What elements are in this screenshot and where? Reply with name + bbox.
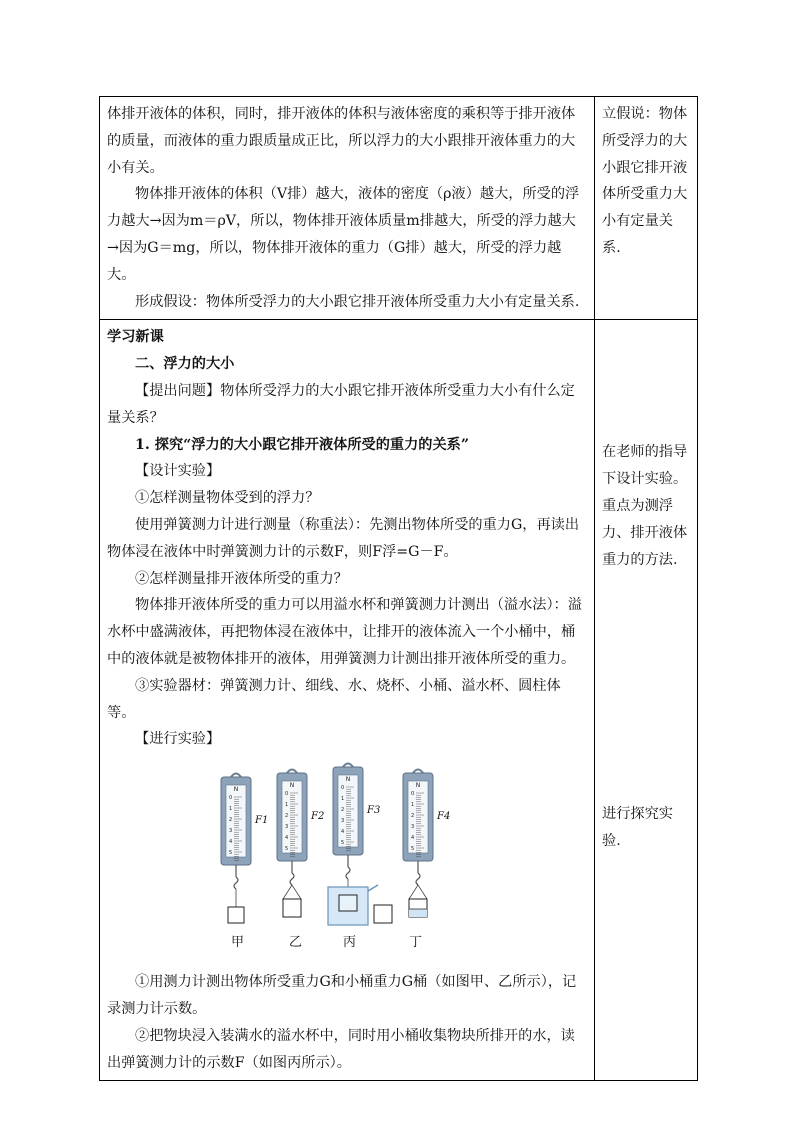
answer-1: 使用弹簧测力计进行测量（称重法）：先测出物体所受的重力G，再读出物体浸在液体中时弹簧测力计的示数F，则F浮=G－F。	[107, 516, 580, 560]
scale-tick-label: 3	[285, 824, 289, 831]
spring-scales-illustration	[213, 759, 473, 934]
hypothesis-side-note	[595, 97, 698, 320]
bucket-handle	[283, 885, 301, 899]
scale-tick-label: 2	[285, 813, 289, 820]
lesson-table	[99, 96, 698, 1081]
overflow-spout	[368, 885, 378, 891]
scale-bottom-hook	[234, 877, 238, 889]
scale-bottom-hook	[416, 873, 420, 885]
scale-bottom-hook	[290, 873, 294, 885]
new-lesson-cell	[100, 320, 595, 1081]
scale-tick-label: 1	[411, 802, 415, 809]
paragraph-continuation: 体排开液体的体积，同时，排开液体的体积与液体密度的乘积等于排开液体的质量，而液体的重力跟质量成正比，所以浮力的大小跟排开液体重力的大小有关。	[107, 106, 576, 176]
scale-tick-label: 5	[229, 850, 233, 857]
scale-tick-label: 0	[341, 785, 345, 792]
bucket-water	[409, 909, 427, 917]
cube-object	[228, 907, 244, 923]
sub-heading: 二、浮力的大小	[135, 356, 235, 373]
scale-reading-label: F4	[437, 811, 451, 823]
scale-tick-label: 5	[285, 846, 289, 853]
scale-tick-label: 3	[229, 828, 233, 835]
step-2: ②把物块浸入装满水的溢水杯中，同时用小桶收集物块所排开的水，读出弹簧测力计的示数F（如图丙所示）。	[107, 1027, 575, 1071]
answer-2: 物体排开液体所受的重力可以用溢水杯和弹簧测力计测出（溢水法）：溢水杯中盛满液体，再把物体浸在液体中，让排开的液体流入一个小桶中，桶中的液体就是被物体排开的液体，用弹簧测力计测出排开液体所受的重力。	[107, 597, 582, 667]
conduct-label: 【进行实验】	[135, 731, 221, 748]
new-lesson-side-notes	[595, 320, 698, 1081]
immersed-cube	[339, 895, 357, 911]
small-bucket	[283, 899, 301, 917]
hypothesis-cell	[100, 97, 595, 320]
scale-top-hook	[231, 774, 241, 778]
scale-unit-label: N	[415, 782, 421, 790]
caption-yi: 乙	[289, 935, 303, 951]
scale-bottom-hook	[346, 867, 350, 879]
table-row-new-lesson	[100, 320, 698, 1081]
scale-tick-label: 5	[341, 840, 345, 847]
scale-unit-label: N	[345, 776, 351, 784]
scale-top-hook	[343, 764, 353, 768]
scale-tick-label: 5	[411, 846, 415, 853]
caption-bing: 丙	[343, 935, 357, 951]
scale-tick-label: 0	[285, 791, 289, 798]
scale-tick-label: 4	[411, 835, 415, 842]
scale-unit-label: N	[233, 786, 239, 794]
scale-tick-label: 0	[411, 791, 415, 798]
paragraph-reasoning: 物体排开液体的体积（V排）越大，液体的密度（ρ液）越大，所受的浮力越大→因为m＝ρV，所以，物体排开液体质量m排越大，所受的浮力越大→因为G＝mg，所以，物体排开液体的重力（G排）越大，所受的浮力越大。	[107, 186, 580, 283]
scale-tick-label: 1	[285, 802, 289, 809]
scale-tick-label: 1	[229, 806, 233, 813]
explore-title: 1. 探究“浮力的大小跟它排开液体所受的重力的关系”	[135, 436, 470, 453]
design-label: 【设计实验】	[135, 463, 221, 480]
section-heading: 学习新课	[107, 329, 164, 346]
caption-ding: 丁	[409, 935, 423, 951]
scale-top-hook	[413, 770, 423, 774]
scale-tick-label: 2	[229, 817, 233, 824]
scale-reading-label: F1	[255, 815, 269, 827]
experiment-figure	[107, 759, 587, 965]
scale-tick-label: 0	[229, 795, 233, 802]
side-note-explore: 进行探究实验.	[602, 806, 673, 850]
side-note-design: 在老师的指导下设计实验。重点为测浮力、排开液体重力的方法.	[602, 444, 688, 568]
scale-tick-label: 2	[341, 807, 345, 814]
scale-reading-label: F2	[311, 811, 325, 823]
caption-jia: 甲	[231, 935, 245, 951]
scale-unit-label: N	[289, 782, 295, 790]
question-2: ②怎样测量排开液体所受的重力？	[135, 570, 348, 587]
bucket-handle	[409, 885, 427, 899]
scale-tick-label: 4	[341, 829, 345, 836]
scale-tick-label: 3	[341, 818, 345, 825]
scale-tick-label: 4	[285, 835, 289, 842]
equipment-list: ③实验器材：弹簧测力计、细线、水、烧杯、小桶、溢水杯、圆柱体等。	[107, 677, 561, 721]
scale-tick-label: 4	[229, 839, 233, 846]
scale-tick-label: 1	[341, 796, 345, 803]
table-row-hypothesis	[100, 97, 698, 320]
scale-tick-label: 2	[411, 813, 415, 820]
paragraph-hypothesis: 形成假设：物体所受浮力的大小跟它排开液体所受重力大小有定量关系.	[135, 293, 580, 310]
collecting-bucket	[374, 905, 392, 923]
question-1: ①怎样测量物体受到的浮力？	[135, 490, 320, 507]
scale-tick-label: 3	[411, 824, 415, 831]
question-paragraph: 【提出问题】物体所受浮力的大小跟它排开液体所受重力大小有什么定量关系？	[107, 382, 575, 426]
step-1: ①用测力计测出物体所受重力G和小桶重力G桶（如图甲、乙所示），记录测力计示数。	[107, 974, 577, 1017]
scale-reading-label: F3	[367, 805, 381, 817]
scale-top-hook	[287, 770, 297, 774]
side-note-text: 立假说：物体所受浮力的大小跟它排开液体所受重力大小有定量关系.	[602, 106, 688, 256]
